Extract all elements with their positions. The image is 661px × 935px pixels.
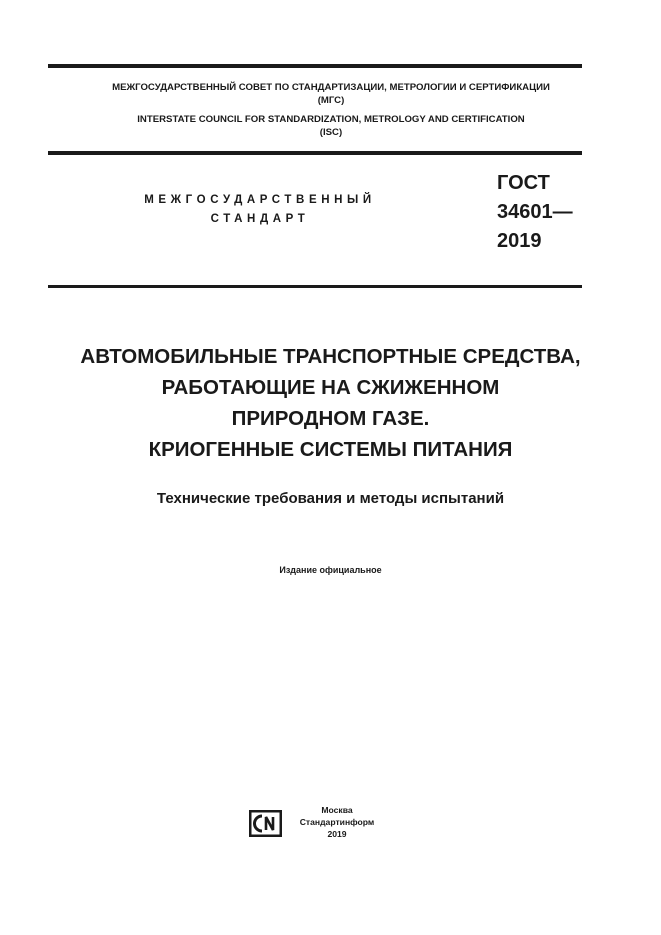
standard-year: 2019 [497,230,542,252]
standard-prefix: ГОСТ [497,172,550,194]
title-line: КРИОГЕННЫЕ СИСТЕМЫ ПИТАНИЯ [148,438,513,461]
council-en-abbrev: (ISC) [319,127,343,138]
council-ru-abbrev: (МГС) [317,95,345,106]
publisher-name: Стандартинформ [299,817,375,827]
document-subtitle: Технические требования и методы испытаний [156,490,505,507]
council-ru-line1: МЕЖГОСУДАРСТВЕННЫЙ СОВЕТ ПО СТАНДАРТИЗАЦИИ, МЕТРОЛОГИИ И СЕРТИФИКАЦИИ [112,82,550,93]
publisher-info [290,804,384,840]
doc-type-line2: СТАНДАРТ [210,213,310,225]
document-title [20,341,641,465]
standard-number: 34601— [497,201,573,223]
standartinform-logo-icon [249,810,282,837]
designation-bottom-rule [48,285,582,288]
edition-note: Издание официальное [279,565,382,575]
standard-designation [497,169,573,256]
publisher-city: Москва [321,805,353,815]
header-bottom-rule [48,151,582,155]
council-en-line1: INTERSTATE COUNCIL FOR STANDARDIZATION, METROLOGY AND CERTIFICATION [137,114,525,125]
doc-type-line1: МЕЖГОСУДАРСТВЕННЫЙ [144,194,376,206]
title-line: РАБОТАЮЩИЕ НА СЖИЖЕННОМ [161,376,500,399]
top-rule [48,64,582,68]
title-line: ПРИРОДНОМ ГАЗЕ. [231,407,430,430]
title-line: АВТОМОБИЛЬНЫЕ ТРАНСПОРТНЫЕ СРЕДСТВА, [80,345,581,368]
publisher-year: 2019 [327,829,347,839]
